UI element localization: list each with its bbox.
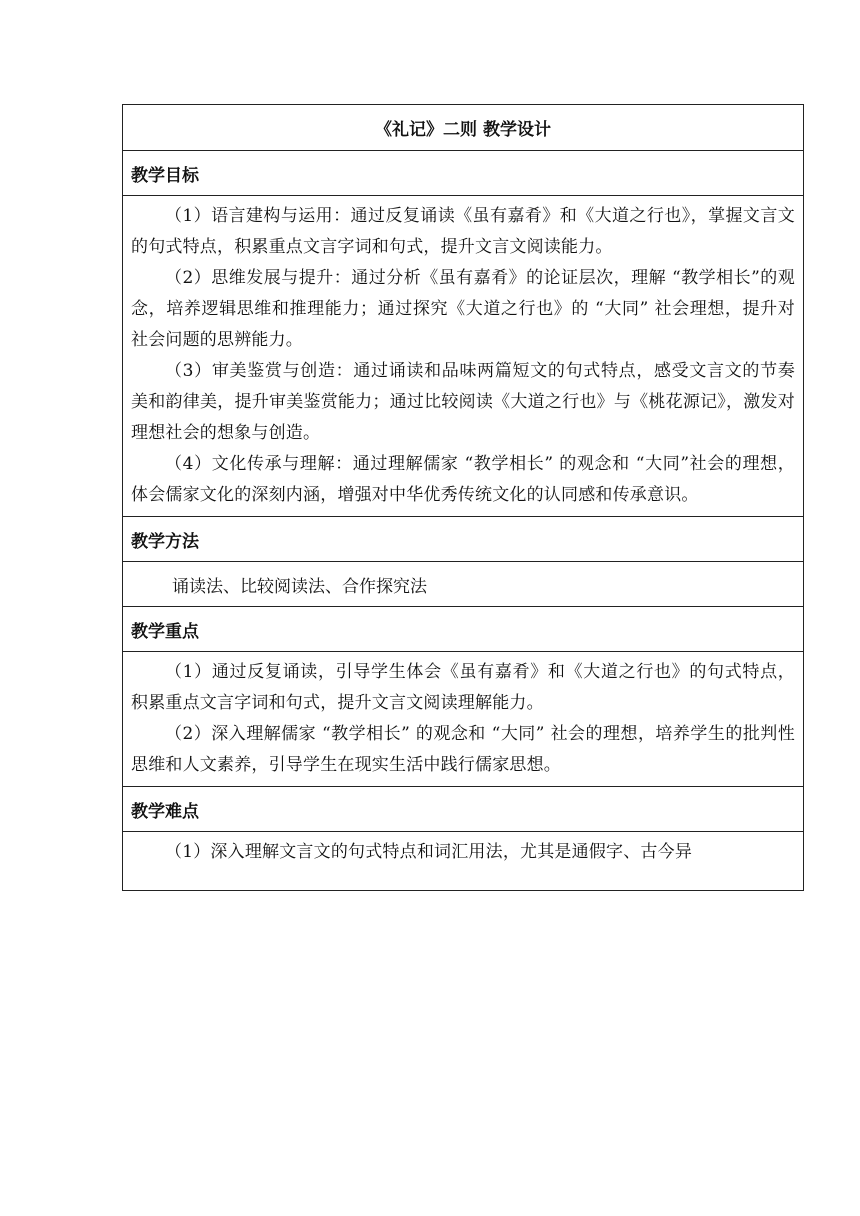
objective-item: （1）语言建构与运用：通过反复诵读《虽有嘉肴》和《大道之行也》，掌握文言文的句式特点，积累重点文言字词和句式，提升文言文阅读能力。 — [131, 206, 795, 257]
objective-item: （4）文化传承与理解：通过理解儒家 “教学相长” 的观念和 “大同”社会的理想，体会儒家文化的深刻内涵，增强对中华优秀传统文化的认同感和传承意识。 — [131, 454, 795, 505]
key-points-content-row — [123, 652, 804, 787]
objectives-content-row — [123, 196, 804, 517]
methods-header-row — [123, 517, 804, 562]
objectives-content — [123, 196, 804, 517]
methods-content-row — [123, 562, 804, 607]
methods-text: 诵读法、比较阅读法、合作探究法 — [123, 562, 804, 607]
difficulties-content-row — [123, 832, 804, 891]
difficulties-clip — [131, 837, 795, 885]
difficulties-header-row — [123, 787, 804, 832]
lesson-plan-table — [122, 104, 804, 891]
difficulties-content — [123, 832, 804, 891]
key-point-item: （1）通过反复诵读，引导学生体会《虽有嘉肴》和《大道之行也》的句式特点，积累重点文言字词和句式，提升文言文阅读理解能力。 — [131, 662, 795, 713]
difficulty-item: （1）深入理解文言文的句式特点和词汇用法，尤其是通假字、古今异 — [165, 842, 693, 862]
difficulties-heading: 教学难点 — [123, 787, 804, 832]
objective-item: （2）思维发展与提升：通过分析《虽有嘉肴》的论证层次，理解 “教学相长”的观念，培养逻辑思维和推理能力；通过探究《大道之行也》的 “大同” 社会理想，提升对社会问题的思辨能力。 — [131, 268, 795, 350]
document-title: 《礼记》二则 教学设计 — [123, 105, 804, 151]
objectives-header-row — [123, 151, 804, 196]
key-points-header-row — [123, 607, 804, 652]
methods-heading: 教学方法 — [123, 517, 804, 562]
objectives-heading: 教学目标 — [123, 151, 804, 196]
title-row — [123, 105, 804, 151]
key-point-item: （2）深入理解儒家 “教学相长” 的观念和 “大同” 社会的理想，培养学生的批判性思维和人文素养，引导学生在现实生活中践行儒家思想。 — [131, 724, 795, 775]
objective-item: （3）审美鉴赏与创造：通过诵读和品味两篇短文的句式特点，感受文言文的节奏美和韵律美，提升审美鉴赏能力；通过比较阅读《大道之行也》与《桃花源记》，激发对理想社会的想象与创造。 — [131, 361, 795, 443]
key-points-content — [123, 652, 804, 787]
key-points-heading: 教学重点 — [123, 607, 804, 652]
